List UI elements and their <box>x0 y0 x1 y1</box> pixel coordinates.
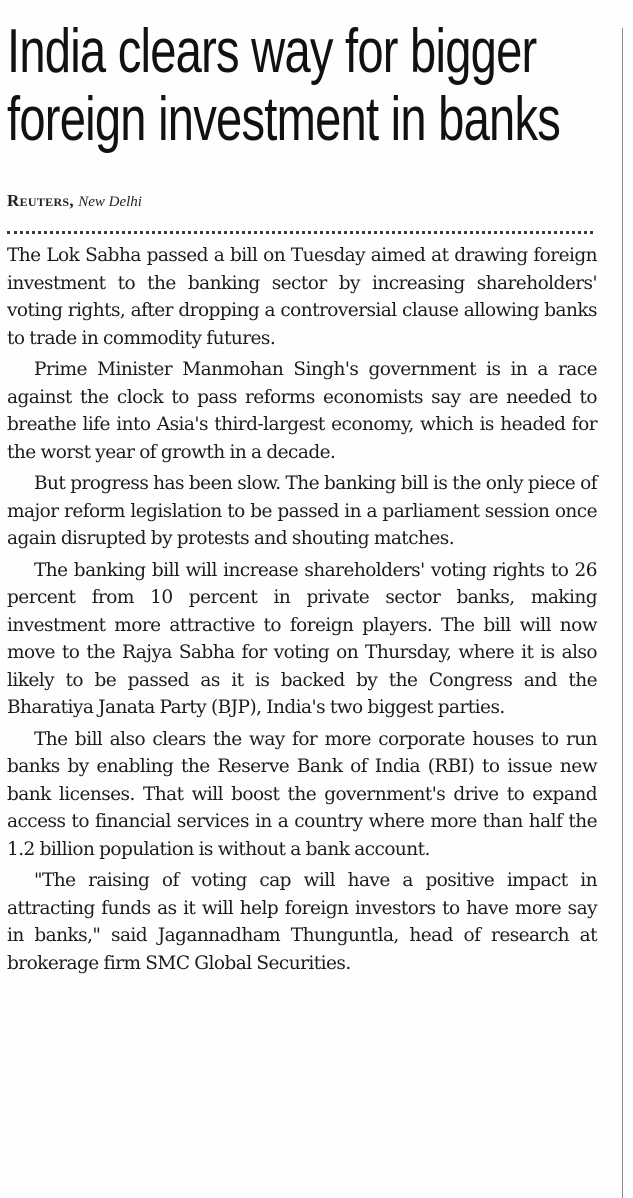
headline-line-2: foreign investment in banks <box>7 85 561 154</box>
byline-dateline: New Delhi <box>78 194 142 210</box>
paragraph-2: Prime Minister Manmohan Singh's government is in a race against the clock to pass reforms economists say are needed to breathe life into Asia's third-largest economy, which is headed for the worst year of growth in a decade. <box>7 359 597 463</box>
article <box>7 18 597 981</box>
paragraph-6: "The raising of voting cap will have a positive impact in attracting funds as it will help foreign investors to have more say in banks," said Jagannadham Thunguntla, head of research at brokerage firm SMC Global Securities. <box>7 870 597 974</box>
article-body <box>7 242 597 977</box>
paragraph-4: The banking bill will increase shareholders' voting rights to 26 percent from 10 percent in private sector banks, making investment more attractive to foreign players. The bill will now move to the Rajya Sabha for voting on Thursday, where it is also likely to be passed as it is backed by the Congress and the Bharatiya Janata Party (BJP), India's two biggest parties. <box>7 559 597 718</box>
paragraph-1: The Lok Sabha passed a bill on Tuesday aimed at drawing foreign investment to the banking sector by increasing shareholders' voting rights, after dropping a controversial clause allowing banks to trade in commodity futures. <box>7 245 597 349</box>
byline <box>7 190 597 212</box>
headline-line-1: India clears way for bigger <box>7 17 537 86</box>
paragraph-5: The bill also clears the way for more corporate houses to run banks by enabling the Reserve Bank of India (RBI) to issue new bank licenses. That will boost the government's drive to expand access to financial services in a country where more than half the 1.2 billion population is without a bank account. <box>7 728 597 860</box>
byline-agency: Reuters, <box>7 191 74 210</box>
paragraph-3: But progress has been slow. The banking bill is the only piece of major reform legislation to be passed in a parliament session once again disrupted by protests and shouting matches. <box>7 473 597 549</box>
headline-block <box>7 18 597 170</box>
column-rule <box>622 28 623 1198</box>
dotted-divider <box>7 231 593 234</box>
